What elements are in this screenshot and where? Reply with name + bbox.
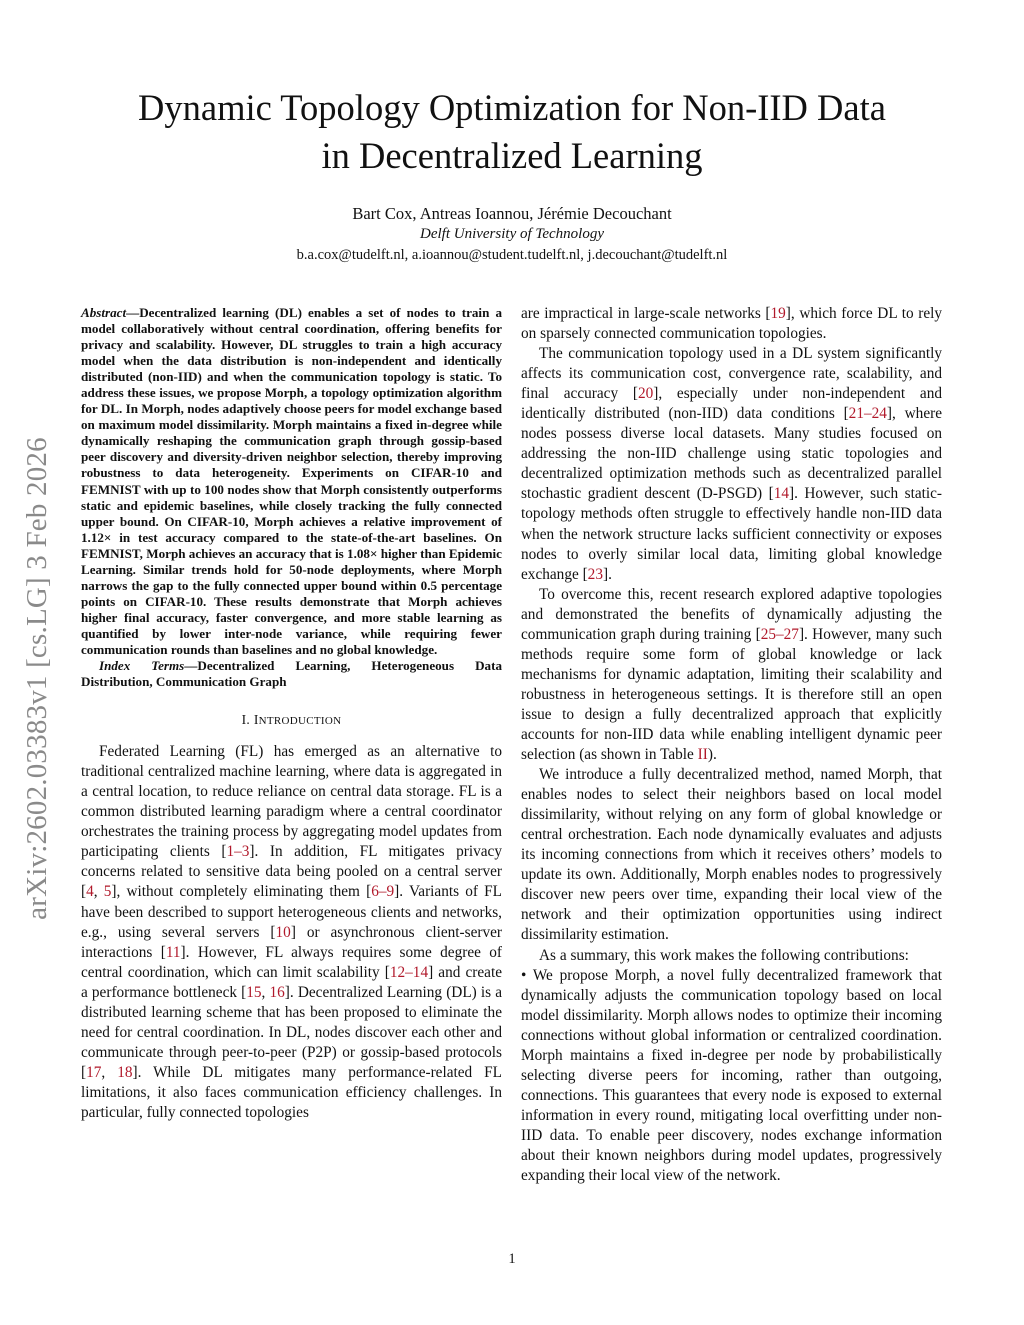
text-run: ). [707,746,717,764]
text-run: To overcome this, recent research explored adaptive topologies and demonstrated the benefits of dynamically adjusting the communication graph during training [ [521,585,942,643]
index-terms-label: Index Terms [99,658,185,674]
section-heading-introduction [81,712,502,728]
citation-link[interactable]: 15 [246,983,262,1001]
text-run: Federated Learning (FL) has emerged as an alternative to traditional centralized machine learning, where data is aggregated in a central location, to reduce reliance on central data storage. FL is a common distributed learning paradigm where a central coordinator orchestrates the training process by aggregating model updates from participating clients [ [81,743,502,861]
text-run: ]. Variants of FL have been described to support heterogeneous clients and networks, e.g., using several servers [ [81,883,502,941]
text-run: The communication topology used in a DL system significantly affects its communication cost, convergence rate, scalability, and final accuracy [ [521,345,942,403]
right-paragraph-3 [521,585,942,765]
author-block [0,203,1024,266]
right-paragraph-2 [521,344,942,585]
left-column [81,305,502,1123]
text-run: ]. [602,565,612,583]
text-run: ], without completely eliminating them [ [111,883,372,901]
citation-link[interactable]: 17 [86,1063,102,1081]
intro-paragraph-1 [81,742,502,1123]
text-run: ] and create a performance bottleneck [ [81,963,502,1001]
citation-link[interactable]: 14 [773,485,789,503]
citation-link[interactable]: 21–24 [848,405,887,423]
citation-link[interactable]: 4 [86,883,94,901]
index-terms-text: —Decentralized Learning, Heterogeneous Data Distribution, Communication Graph [81,658,502,690]
text-run: ], where nodes possess diverse local datasets. Many studies focused on addressing the non-IID challenge using static topologies and decentralized optimization methods such as decentralized parallel stochastic gradient descent (D-PSGD) [ [521,405,942,503]
arxiv-stamp [14,378,60,978]
citation-link[interactable]: 16 [269,983,285,1001]
citation-link[interactable]: 23 [587,565,603,583]
text-run: ]. In addition, FL mitigates privacy concerns related to sensitive data being pooled on a central server [ [81,843,502,901]
citation-link[interactable]: 10 [275,923,291,941]
text-run: ]. However, FL always requires some degree of central coordination, which can limit scalability [ [81,943,502,981]
text-run: ], which force DL to rely on sparsely connected communication topologies. [521,305,943,343]
citation-link[interactable]: 20 [637,385,654,403]
text-run: , [261,983,270,1001]
text-run: , [93,883,104,901]
abstract-label: Abstract [81,305,127,320]
text-run: , [101,1063,118,1081]
author-names: Bart Cox, Antreas Ioannou, Jérémie Decouchant [352,204,672,223]
abstract-text: —Decentralized learning (DL) enables a set of nodes to train a model collaboratively without central coordination, offering benefits for privacy and scalability. However, DL struggles to train a high accuracy model when the data distribution is non-independent and identically distributed (non-IID) and when the communication topology is static. To address these issues, we propose Morph, a topology optimization algorithm for DL. In Morph, nodes adaptively choose peers for model exchange based on maximum model dissimilarity. Morph maintains a fixed in-degree while dynamically reshaping the communication graph through gossip-based peer discovery and diversity-driven neighbor selection, thereby improving robustness to data heterogeneity. Experiments on CIFAR-10 and FEMNIST with up to 100 nodes show that Morph consistently outperforms static and epidemic baselines, while closely tracking the fully connected upper bound. On CIFAR-10, Morph achieves a relative improvement of 1.12× in test accuracy compared to the state-of-the-art baselines. On FEMNIST, Morph achieves an accuracy that is 1.08× higher than Epidemic Learning. Similar trends hold for 50-node deployments, where Morph narrows the gap to the fully connected upper bound within 0.5 percentage points on CIFAR-10. These results demonstrate that Morph achieves higher final accuracy, faster convergence, and more stable learning as quantified by lower inter-node variance, while requiring fewer communication rounds than baselines and no global knowledge. [81,305,502,657]
citation-link[interactable]: 19 [770,305,786,322]
page-number: 1 [508,1251,516,1267]
section-rest: NTRODUCTION [258,715,342,728]
text-run: ]. However, many such methods require some form of global knowledge or lack mechanisms for dynamic adaptation, limiting their scalability and robustness in heterogeneous settings. It is therefore still an open issue to design a fully decentralized approach that explicitly accounts for non-IID data while enabling intelligent dynamic peer selection (as shown in Table [521,625,942,764]
contribution-bullet-1: • We propose Morph, a novel fully decentralized framework that dynamically adjusts the communication topology based on local model dissimilarity. Morph allows nodes to optimize their incoming connections without global information or centralized coordination. Morph maintains a fixed in-degree per node by probabilistically selecting diverse peers for incoming, rather than outgoing, connections. This guarantees that every node is exposed to external information in every round, mitigating local overfitting under non-IID data. To enable peer discovery, nodes exchange information about their known neighbors during model updates, progressively expanding their local view of the network. [521,966,942,1185]
arxiv-stamp-text: arXiv:2602.03383v1 [cs.LG] 3 Feb 2026 [20,436,53,920]
citation-link[interactable]: 12–14 [389,963,429,981]
text-run: ]. Decentralized Learning (DL) is a distributed learning scheme that has been proposed to eliminate the need for central coordination. In DL, nodes discover each other and communicate through peer-to-peer (P2P) or gossip-based protocols [ [81,983,502,1081]
citation-link[interactable]: 5 [103,883,112,901]
text-run: ]. However, such static-topology methods often struggle to effectively handle non-IID data when the network structure lacks sufficient connectivity or exposes nodes to overly similar local data, limiting global knowledge exchange [ [521,485,942,583]
paper-title-line-1: Dynamic Topology Optimization for Non-IID Data [138,87,886,128]
citation-link[interactable]: 18 [117,1063,133,1081]
paper-title-line-2: in Decentralized Learning [321,135,703,176]
text-run: ]. While DL mitigates many performance-related FL limitations, it also faces communication efficiency challenges. In particular, fully connected topologies [81,1063,502,1121]
citation-link[interactable]: 25–27 [760,625,799,643]
citation-link[interactable]: 1–3 [226,843,250,861]
table-reference-link[interactable]: II [697,746,708,764]
citation-link[interactable]: 11 [165,943,181,961]
text-run: are impractical in large-scale networks [ [521,305,771,322]
paper-title [60,84,964,180]
author-emails: b.a.cox@tudelft.nl, a.ioannou@student.tudelft.nl, j.decouchant@tudelft.nl [296,247,728,263]
citation-link[interactable]: 6–9 [371,883,395,901]
right-paragraph-1 [521,304,942,344]
right-paragraph-5: As a summary, this work makes the following contributions: [539,946,909,964]
author-affiliation: Delft University of Technology [420,226,604,242]
text-run: ], especially under non-independent and identically distributed (non-IID) data conditions [ [521,385,942,423]
section-first-letter: I [253,712,259,728]
right-column [521,304,942,1186]
index-terms [81,658,502,690]
section-numeral: I. [241,712,251,728]
text-run: ] or asynchronous client-server interactions [ [81,923,502,961]
abstract [81,305,502,658]
right-paragraph-4: We introduce a fully decentralized method, named Morph, that enables nodes to select their neighbors based on local model dissimilarity, without relying on any form of global knowledge or central orchestration. Each node dynamically evaluates and adjusts its incoming connections from which it receives others’ models to update its own. Additionally, Morph enables nodes to progressively discover new peers over time, expanding their local view of the network and their optimization opportunities using indirect dissimilarity estimation. [521,766,942,944]
